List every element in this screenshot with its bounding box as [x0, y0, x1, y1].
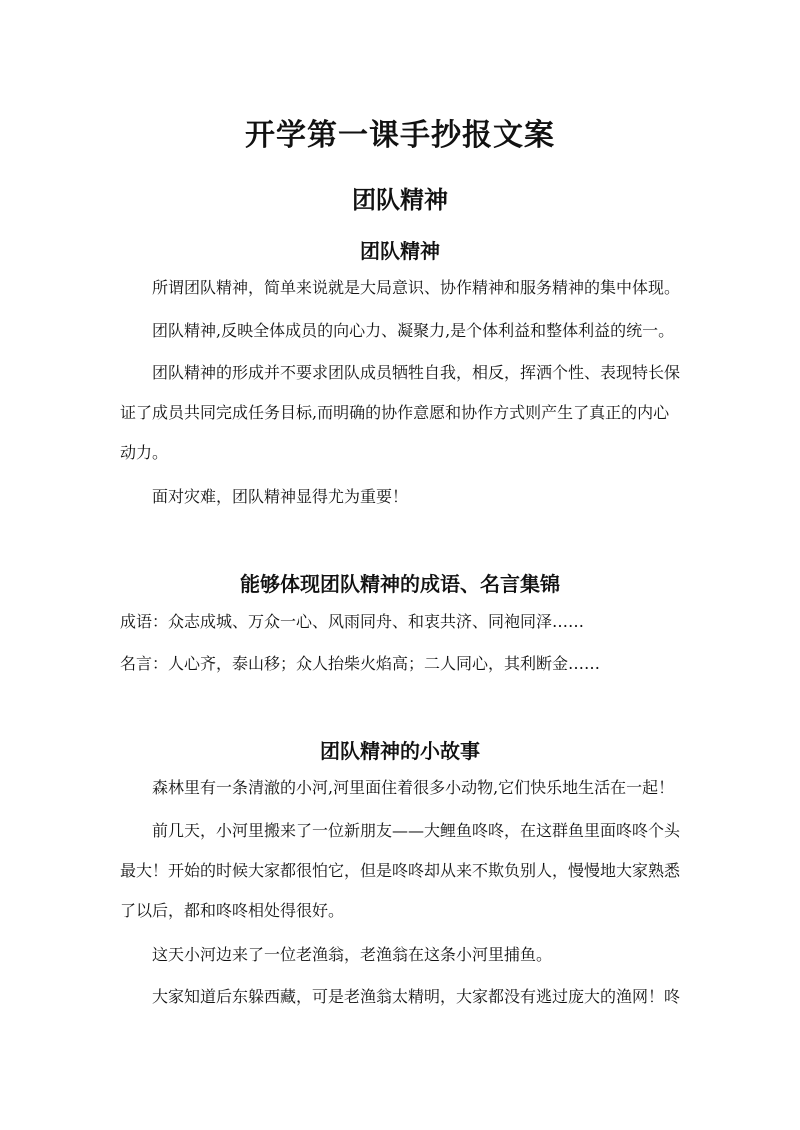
- paragraph: 森林里有一条清澈的小河,河里面住着很多小动物,它们快乐地生活在一起！: [152, 778, 675, 797]
- paragraph: 所谓团队精神，简单来说就是大局意识、协作精神和服务精神的集中体现。: [152, 278, 681, 297]
- paragraph: 团队精神的形成并不要求团队成员牺牲自我，相反，挥洒个性、表现特长保证了成员共同完成任务目标,而明确的协作意愿和协作方式则产生了真正的内心动力。: [120, 363, 681, 462]
- paragraph: 大家知道后东躲西藏，可是老渔翁太精明，大家都没有逃过庞大的渔网！咚: [152, 987, 681, 1006]
- paragraph: 面对灾难，团队精神显得尤为重要！: [152, 487, 409, 506]
- paragraph: 这天小河边来了一位老渔翁，老渔翁在这条小河里捕鱼。: [152, 945, 553, 964]
- paragraph: 前几天，小河里搬来了一位新朋友——大鲤鱼咚咚，在这群鱼里面咚咚个头最大！开始的时候大家都很怕它，但是咚咚却从来不欺负别人，慢慢地大家熟悉了以后，都和咚咚相处得很好。: [120, 821, 681, 920]
- section-heading-team-spirit: 团队精神: [360, 239, 440, 263]
- section-heading-story: 团队精神的小故事: [320, 739, 480, 763]
- document-subtitle: 团队精神: [352, 185, 448, 214]
- section-heading-idioms-quotes: 能够体现团队精神的成语、名言集锦: [240, 572, 560, 596]
- document-title: 开学第一课手抄报文案: [245, 118, 555, 153]
- idioms-line: 成语：众志成城、万众一心、风雨同舟、和衷共济、同袍同泽……: [120, 612, 585, 631]
- quotes-line: 名言：人心齐，泰山移；众人抬柴火焰高；二人同心，其利断金……: [120, 654, 601, 673]
- paragraph: 团队精神,反映全体成员的向心力、凝聚力,是个体利益和整体利益的统一。: [152, 321, 675, 340]
